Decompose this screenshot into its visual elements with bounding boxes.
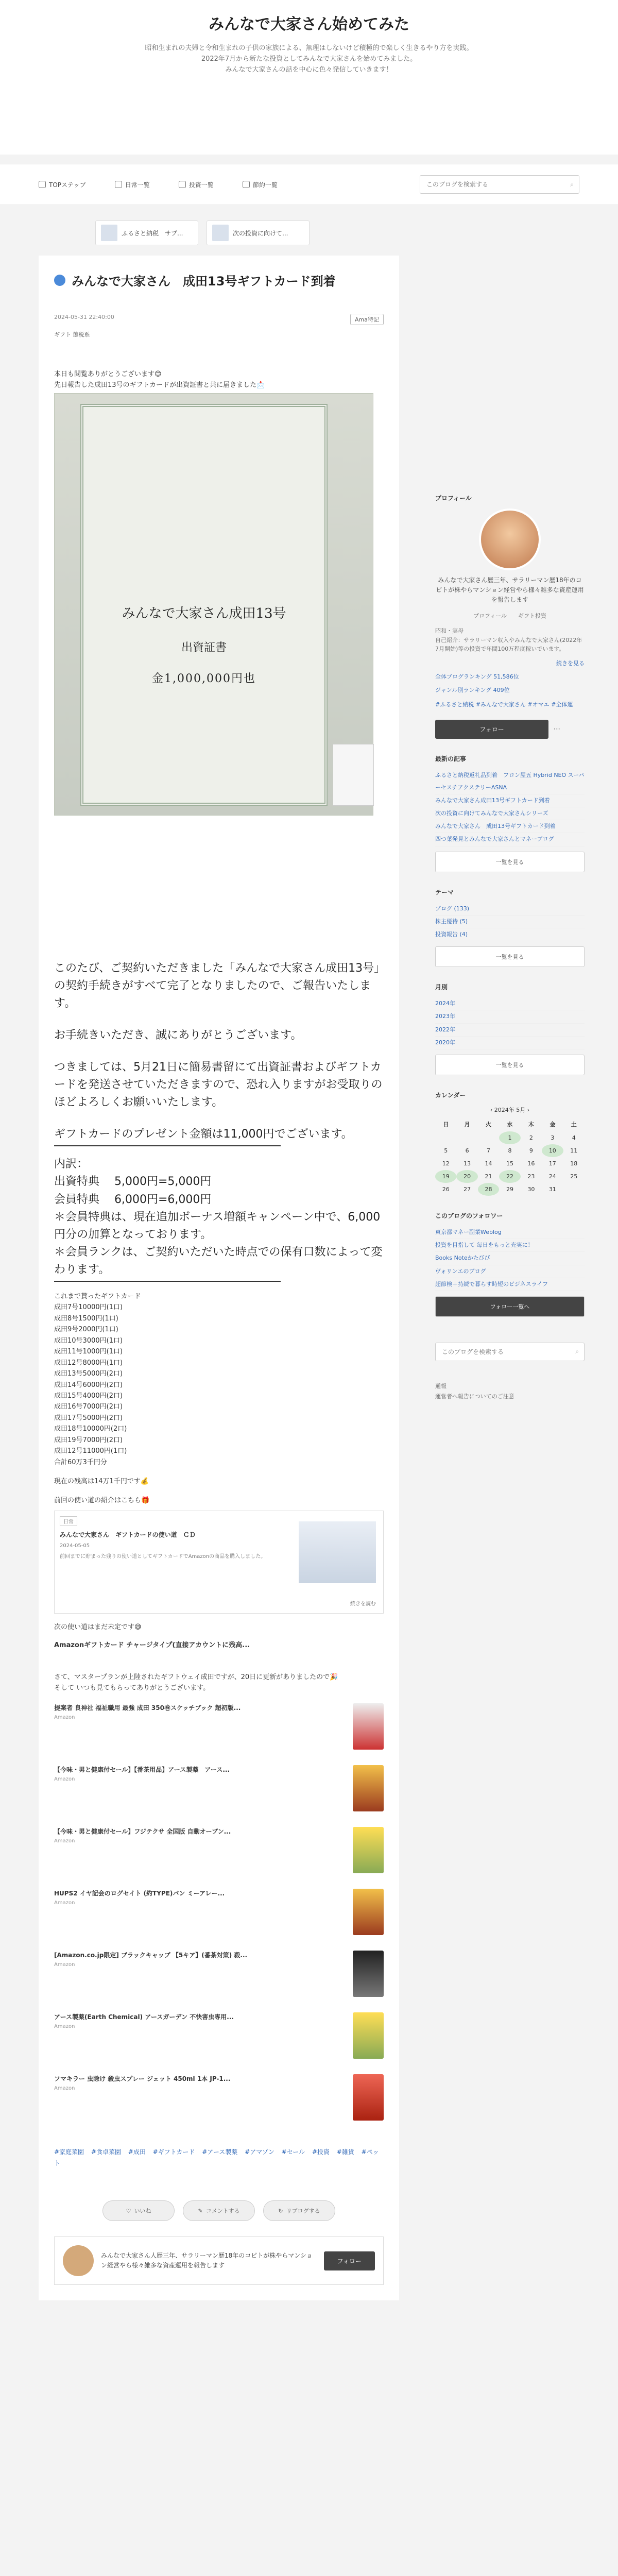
ranking-genre[interactable]: ジャンル別ランキング 409位: [435, 686, 510, 693]
calendar-day: 29: [506, 1185, 513, 1193]
outro-line: さて、マスタープランが上陸されたギフトウェイ成田ですが、20日に更新がありましたので🎉: [54, 1673, 338, 1681]
post-date: 2024-05-31 22:40:00: [54, 314, 114, 320]
piggy-icon: [243, 181, 250, 188]
product-image[interactable]: [353, 2074, 384, 2121]
followers-heading: このブログのフォロワー: [435, 1212, 503, 1219]
calendar-day: 12: [442, 1160, 450, 1167]
author-follow-box: [54, 2236, 384, 2285]
breakdown-line: ＊会員ランクは、ご契約いただいた時点での保有口数によって変わります。: [54, 1245, 383, 1276]
history-item: 成田11号1000円(1口): [54, 1348, 123, 1356]
calendar-day: 31: [548, 1185, 556, 1193]
nav-item-label: 日常一覧: [125, 181, 150, 189]
product-image[interactable]: [353, 1889, 384, 1935]
calendar-day: 11: [570, 1147, 578, 1154]
product-title[interactable]: アース製薬(Earth Chemical) アースガーデン 不快害虫専用...: [54, 2013, 234, 2021]
profile-avatar[interactable]: [479, 509, 541, 570]
archive-list: [435, 997, 585, 1049]
sidebar-follow-button[interactable]: フォロー: [435, 720, 548, 739]
sidebar-search-input[interactable]: [441, 1348, 575, 1356]
history-item: 成田17号5000円(2口): [54, 1414, 123, 1422]
calendar-day: 3: [551, 1134, 555, 1141]
product-image[interactable]: [353, 2012, 384, 2059]
global-nav: [0, 164, 618, 205]
post-notes: [54, 1622, 384, 1694]
product-title[interactable]: 提案者 良神社 福祉職用 最強 成田 350巻スケッチブック 超初版...: [54, 1704, 241, 1711]
product-brand: Amazon: [54, 1900, 75, 1906]
nav-item-daily[interactable]: [115, 180, 150, 189]
calendar-day: 5: [444, 1147, 448, 1154]
body-paragraph: このたび、ご契約いただきました「みんなで大家さん成田13号」の契約手続きがすべて完了となりましたので、ご報告いたします。: [54, 961, 380, 1010]
archive-item[interactable]: 2024年: [435, 997, 585, 1010]
home-icon: [39, 181, 46, 188]
certificate-heading: みんなで大家さん成田13号: [122, 605, 286, 621]
next-month-icon[interactable]: ›: [527, 1106, 530, 1113]
product-image[interactable]: [353, 1703, 384, 1750]
next-note: 次の使い道はまだ未定です😅: [54, 1623, 142, 1631]
reblog-icon: ↻: [278, 2208, 283, 2214]
hashtag[interactable]: #食卓菜園: [91, 2148, 121, 2156]
profile-more-link[interactable]: 続きを見る: [556, 659, 585, 667]
calendar-day: [435, 1131, 456, 1144]
heart-icon: ♡: [126, 2208, 131, 2214]
ranking-row: [435, 686, 585, 694]
profile-links[interactable]: プロフィール ギフト投資: [473, 612, 546, 619]
sidebar-search[interactable]: [435, 1343, 585, 1361]
certificate-amount: 金1,000,000円也: [152, 672, 256, 685]
themes-more-button[interactable]: 一覧を見る: [435, 946, 585, 967]
prev-month-icon[interactable]: ‹: [490, 1106, 493, 1113]
nav-item-top[interactable]: [39, 180, 86, 189]
recent-item[interactable]: 次の投資に向けてみんなで大家さんシリーズ: [435, 807, 585, 820]
author-avatar[interactable]: [63, 2245, 94, 2276]
theme-item[interactable]: 株主優待 (5): [435, 916, 585, 928]
archive-item[interactable]: 2022年: [435, 1024, 585, 1037]
recent-item[interactable]: みんなで大家さん 成田13号ギフトカード到着: [435, 820, 585, 833]
calendar-day: 13: [464, 1160, 471, 1167]
certificate-photo: [54, 393, 373, 816]
followers-list: [435, 1226, 585, 1291]
calendar-day: [456, 1131, 477, 1144]
embed-tag: 日常: [60, 1516, 77, 1526]
archive-item[interactable]: 2020年: [435, 1037, 585, 1049]
calendar-day: 14: [485, 1160, 492, 1167]
sidebar: [435, 494, 585, 1401]
product-item[interactable]: [54, 1765, 384, 1817]
archive-item[interactable]: 2023年: [435, 1010, 585, 1023]
product-list: [54, 1703, 384, 2126]
history-item: 成田13号5000円(2口): [54, 1370, 123, 1378]
body-paragraph: つきましては、5月21日に簡易書留にて出資証書およびギフトカードを発送させていただきますので、恐れ入りますがお受取りのほどよろしくお願いいたします。: [54, 1060, 383, 1109]
themes-list: [435, 903, 585, 942]
calendar-day: 27: [464, 1185, 471, 1193]
hashtag[interactable]: #雑貨: [336, 2148, 354, 2156]
body-paragraph: お手続きいただき、誠にありがとうございます。: [54, 1028, 302, 1042]
product-brand: Amazon: [54, 2085, 75, 2091]
calendar-day: [563, 1183, 585, 1196]
nav-item-label: TOPステップ: [49, 181, 86, 189]
post-body-large: [54, 960, 384, 1282]
hashtag[interactable]: #ペット: [54, 2148, 379, 2167]
calendar-day: 24: [548, 1173, 556, 1180]
calendar-icon: [115, 181, 122, 188]
calendar-weekday: 月: [464, 1121, 470, 1128]
product-item[interactable]: [54, 1889, 384, 1940]
profile-description: 昭和・実母 自己紹介：サラリーマン収入やみんなで大家さん(2022年7月開始)等の投資で年間100万程度稼いでいます。: [435, 628, 582, 653]
calendar-day[interactable]: 20: [456, 1170, 477, 1183]
nav-item-save[interactable]: [243, 180, 278, 189]
calendar-day: 18: [570, 1160, 578, 1167]
calendar-weekday: 火: [486, 1121, 492, 1128]
breakdown-line: ＊会員特典は、現在追加ボーナス増額キャンペーン中で、6,000円分の加算となっております。: [54, 1210, 381, 1241]
post-title: [54, 271, 384, 289]
themes-heading: テーマ: [435, 888, 454, 896]
like-label: いいね: [134, 2208, 151, 2215]
calendar-day: 25: [570, 1173, 578, 1180]
recent-list: [435, 769, 585, 846]
calendar-weekday: 金: [550, 1121, 556, 1128]
search-icon[interactable]: ⌕: [570, 180, 574, 188]
calendar-day: 21: [485, 1173, 492, 1180]
product-title[interactable]: フマキラー 虫除け 殺虫スプレー ジェット 450ml 1本 JP-1...: [54, 2075, 231, 2082]
calendar-day: [478, 1131, 499, 1144]
site-title[interactable]: みんなで大家さん始めてみた: [209, 15, 409, 33]
product-image[interactable]: [353, 1765, 384, 1811]
calendar-day: 7: [487, 1147, 491, 1154]
embed-title: みんなで大家さん ギフトカードの使い道 ＣＤ: [60, 1531, 196, 1538]
certificate-document: [80, 404, 328, 806]
history-item: 成田12号8000円(1口): [54, 1359, 123, 1367]
breakdown-line: 会員特典 6,000円=6,000円: [54, 1193, 212, 1206]
history-item: 成田8号1500円(1口): [54, 1314, 118, 1323]
history-item: 合計60万3千円分: [54, 1458, 107, 1466]
sidebar-follow-row: [435, 720, 585, 739]
history-item: 成田14号6000円(2口): [54, 1381, 123, 1389]
calendar-day[interactable]: 22: [499, 1170, 520, 1183]
archive-more-button[interactable]: 一覧を見る: [435, 1055, 585, 1075]
calendar-day: 17: [548, 1160, 556, 1167]
site-description-line: 昭和生まれの夫婦と令和生まれの子供の家族による、無理はしないけど積極的で楽しく生きるやり方を実践。: [145, 44, 473, 52]
product-brand: Amazon: [54, 2023, 75, 2029]
calendar-day: 16: [527, 1160, 535, 1167]
follower-item[interactable]: Books Noteかたびび: [435, 1252, 585, 1265]
next-post-thumbnail: [212, 225, 229, 241]
reblog-button[interactable]: [263, 2200, 335, 2221]
history-item: 成田15号4000円(2口): [54, 1392, 123, 1400]
body-paragraph: ギフトカードのプレゼント金額は11,000円でございます。: [54, 1128, 353, 1141]
product-image[interactable]: [353, 1951, 384, 1997]
report-link[interactable]: 通報: [435, 1382, 447, 1389]
hashtag[interactable]: #家庭菜園: [54, 2148, 84, 2156]
history-item: 成田19号7000円(2口): [54, 1436, 123, 1444]
profile-heading: プロフィール: [435, 495, 472, 502]
outro-line: そして いつも見てもらってありがとうございます。: [54, 1684, 210, 1692]
site-description-line: みんなで大家さんの話を中心に色々発信していきます！: [225, 65, 393, 74]
next-post-link[interactable]: [207, 221, 310, 245]
search-input[interactable]: [425, 180, 570, 189]
site-header: [0, 0, 618, 155]
product-item[interactable]: [54, 2074, 384, 2126]
post-theme[interactable]: ギフト 節税系: [54, 331, 90, 338]
balance-note: 現在の残高は14万1千円です💰: [54, 1478, 149, 1485]
hashtag[interactable]: #セール: [281, 2148, 305, 2156]
prev-note: 前回の使い道の紹介はこちら🎁: [54, 1497, 150, 1505]
share-bar: [54, 2200, 384, 2221]
history-title: これまで貰ったギフトカード: [54, 1293, 141, 1300]
hashtag[interactable]: #ギフトカード: [152, 2148, 195, 2156]
theme-item[interactable]: ブログ (133): [435, 903, 585, 916]
embed-desc: 前回までに貯まった残りの使い道としてギフトカードでAmazonの商品を購入しました。: [60, 1553, 266, 1560]
product-item[interactable]: [54, 1703, 384, 1755]
product-brand: Amazon: [54, 1776, 75, 1782]
calendar-day: 9: [529, 1147, 533, 1154]
prev-post-title: ふるさと納税 サプ...: [122, 229, 183, 237]
next-post-title: 次の投資に向けて...: [233, 229, 288, 237]
embedded-post-card[interactable]: [54, 1511, 384, 1614]
hashtag[interactable]: #アマゾン: [245, 2148, 274, 2156]
breakdown-line: 内訳：: [54, 1158, 89, 1171]
product-title[interactable]: [Amazon.co.jp限定] ブラックキャップ 【5キア】(番茶対策) 殺...: [54, 1951, 248, 1959]
embed-more-link[interactable]: 続きを読む: [350, 1601, 376, 1607]
product-image[interactable]: [353, 1827, 384, 1873]
embed-image: [299, 1521, 376, 1583]
product-title[interactable]: 【今味・男と健康付セール】フジテクサ 全国版 自動オーブン...: [54, 1827, 231, 1835]
ranking-tags[interactable]: #ふるさと納税 #みんなで大家さん #オマエ #全体運: [435, 701, 573, 708]
calendar-month: [435, 1106, 585, 1114]
recent-item[interactable]: みんなで大家さん成田13号ギフトカード到着: [435, 794, 585, 807]
calendar-weekday: 水: [507, 1121, 513, 1128]
divider: [54, 1281, 281, 1282]
theme-item[interactable]: 投資報告 (4): [435, 928, 585, 941]
nav-item-label: 節約一覧: [252, 181, 278, 189]
product-title[interactable]: 【今味・男と健康付セール】【番茶用品】アース製薬 アース...: [54, 1766, 230, 1773]
nav-item-label: 投資一覧: [188, 181, 214, 189]
follower-item[interactable]: ヴォリンエのブログ: [435, 1265, 585, 1278]
calendar-day: 8: [508, 1147, 512, 1154]
profile-more-row: [435, 659, 585, 667]
recent-item[interactable]: ふるさと納税返礼品到着 フロン屋五 Hybrid NEO スーパーセスチアクステリーASNA: [435, 769, 585, 794]
category-badge[interactable]: Ama特記: [350, 314, 384, 325]
history-item: 成田9号2000円(1口): [54, 1326, 118, 1334]
follow-button[interactable]: フォロー: [324, 2251, 375, 2270]
post-title-text: みんなで大家さん 成田13号ギフトカード到着: [72, 274, 336, 289]
profile-name[interactable]: みんなで大家さん歴三年、サラリーマン歴18年のコビトが株やらマンション経営やら様々雑多な資産運用を報告します: [436, 577, 584, 604]
calendar-day: 30: [527, 1185, 535, 1193]
main-column: [39, 205, 399, 2300]
hashtag[interactable]: #アース製薬: [202, 2148, 238, 2156]
calendar-day: 4: [572, 1134, 576, 1141]
followers-more-button[interactable]: フォロー一覧へ: [435, 1296, 585, 1317]
comment-label: コメントする: [205, 2208, 240, 2215]
follower-item[interactable]: 投資を目指して 毎日をもっと充実に！: [435, 1239, 585, 1252]
like-button[interactable]: [102, 2200, 175, 2221]
recent-item[interactable]: 四つ葉発見とみんなで大家さんとマネーブログ: [435, 833, 585, 846]
comment-button[interactable]: [183, 2200, 255, 2221]
site-description-line: 2022年7月から新たな投資としてみんなで大家さんを始めてみました。: [201, 55, 417, 63]
amazon-link[interactable]: Amazonギフトカード チャージタイプ(直接アカウントに残高...: [54, 1641, 250, 1650]
reblog-label: リブログする: [286, 2208, 320, 2215]
nav-item-invest[interactable]: [179, 180, 214, 189]
calendar-month-label: 2024年 5月: [494, 1106, 526, 1113]
author-blurb: みんなで大家さん人歴三年、サラリーマン歴18年のコビトが株やらマンション経営やら様々雑多な資産運用を報告します: [101, 2252, 313, 2269]
calendar-day: 15: [506, 1160, 513, 1167]
post-meta: [54, 314, 384, 325]
category-icon: [54, 275, 65, 286]
calendar-day: 23: [527, 1173, 535, 1180]
recent-heading: 最新の記事: [435, 755, 467, 762]
envelope: [333, 744, 374, 806]
calendar-day: 6: [465, 1147, 469, 1154]
site-description: [88, 43, 530, 75]
history-item: 成田10号3000円(1口): [54, 1336, 123, 1345]
calendar-weekday: 土: [571, 1121, 577, 1128]
comment-icon: ✎: [198, 2208, 203, 2214]
calendar-heading: カレンダー: [435, 1091, 466, 1099]
history-item: 成田18号10000円(2口): [54, 1425, 127, 1433]
product-brand: Amazon: [54, 1961, 75, 1968]
profile-card: [435, 509, 585, 620]
product-item[interactable]: [54, 2012, 384, 2064]
product-brand: Amazon: [54, 1838, 75, 1844]
calendar: [435, 1117, 585, 1196]
intro-line: 先日報告した成田13号のギフトカードが出資証書と共に届きました📩: [54, 381, 265, 389]
article: [39, 256, 399, 2300]
calendar-weekday: 木: [528, 1121, 534, 1128]
history-item: 成田12号11000円(1口): [54, 1447, 127, 1455]
product-item[interactable]: [54, 1951, 384, 2002]
ranking-row: [435, 672, 585, 681]
follower-item[interactable]: 東京都マネー副業Weblog: [435, 1226, 585, 1239]
prev-post-thumbnail: [101, 225, 117, 241]
report-notice[interactable]: 運営者へ報告についてのご注意: [435, 1393, 514, 1400]
ranking-overall[interactable]: 全体ブログランキング 51,586位: [435, 673, 519, 680]
product-title[interactable]: HUPS2 イヤ記会のログセイト (約TYPE)パン ミーアレー...: [54, 1889, 225, 1897]
calendar-day[interactable]: 10: [542, 1144, 563, 1157]
search-icon[interactable]: ⌕: [575, 1348, 579, 1355]
calendar-day[interactable]: 19: [435, 1170, 456, 1183]
history-item: 成田7号10000円(1口): [54, 1303, 123, 1312]
intro-line: 本日も閲覧ありがとうございます😊: [54, 370, 162, 378]
product-item[interactable]: [54, 1827, 384, 1878]
hashtag[interactable]: #成田: [128, 2148, 146, 2156]
chart-icon: [179, 181, 186, 188]
nav-search[interactable]: [420, 175, 579, 194]
history-item: 成田16号7000円(2口): [54, 1403, 123, 1411]
breakdown-line: 出資特典 5,000円=5,000円: [54, 1175, 212, 1189]
divider: [54, 1145, 281, 1146]
calendar-day: 26: [442, 1185, 450, 1193]
calendar-weekday: 日: [443, 1121, 449, 1128]
certificate-label: 出資証書: [181, 641, 227, 654]
product-brand: Amazon: [54, 1714, 75, 1720]
more-icon[interactable]: ⋯: [554, 725, 560, 733]
calendar-day[interactable]: 1: [499, 1131, 520, 1144]
hashtag[interactable]: #投資: [312, 2148, 330, 2156]
hashtag-list: [54, 2146, 384, 2170]
adjacent-posts-top: [95, 221, 399, 245]
calendar-day: 2: [529, 1134, 533, 1141]
post-intro: [54, 369, 384, 391]
follower-item[interactable]: 超節検＋持続で暮らす時短のビジネスライフ: [435, 1278, 585, 1291]
archive-heading: 月別: [435, 984, 448, 991]
recent-more-button[interactable]: 一覧を見る: [435, 852, 585, 872]
calendar-day[interactable]: 28: [478, 1183, 499, 1196]
prev-post-link[interactable]: [95, 221, 198, 245]
embed-date: 2024-05-05: [60, 1543, 90, 1549]
gift-history: [54, 1291, 384, 1506]
